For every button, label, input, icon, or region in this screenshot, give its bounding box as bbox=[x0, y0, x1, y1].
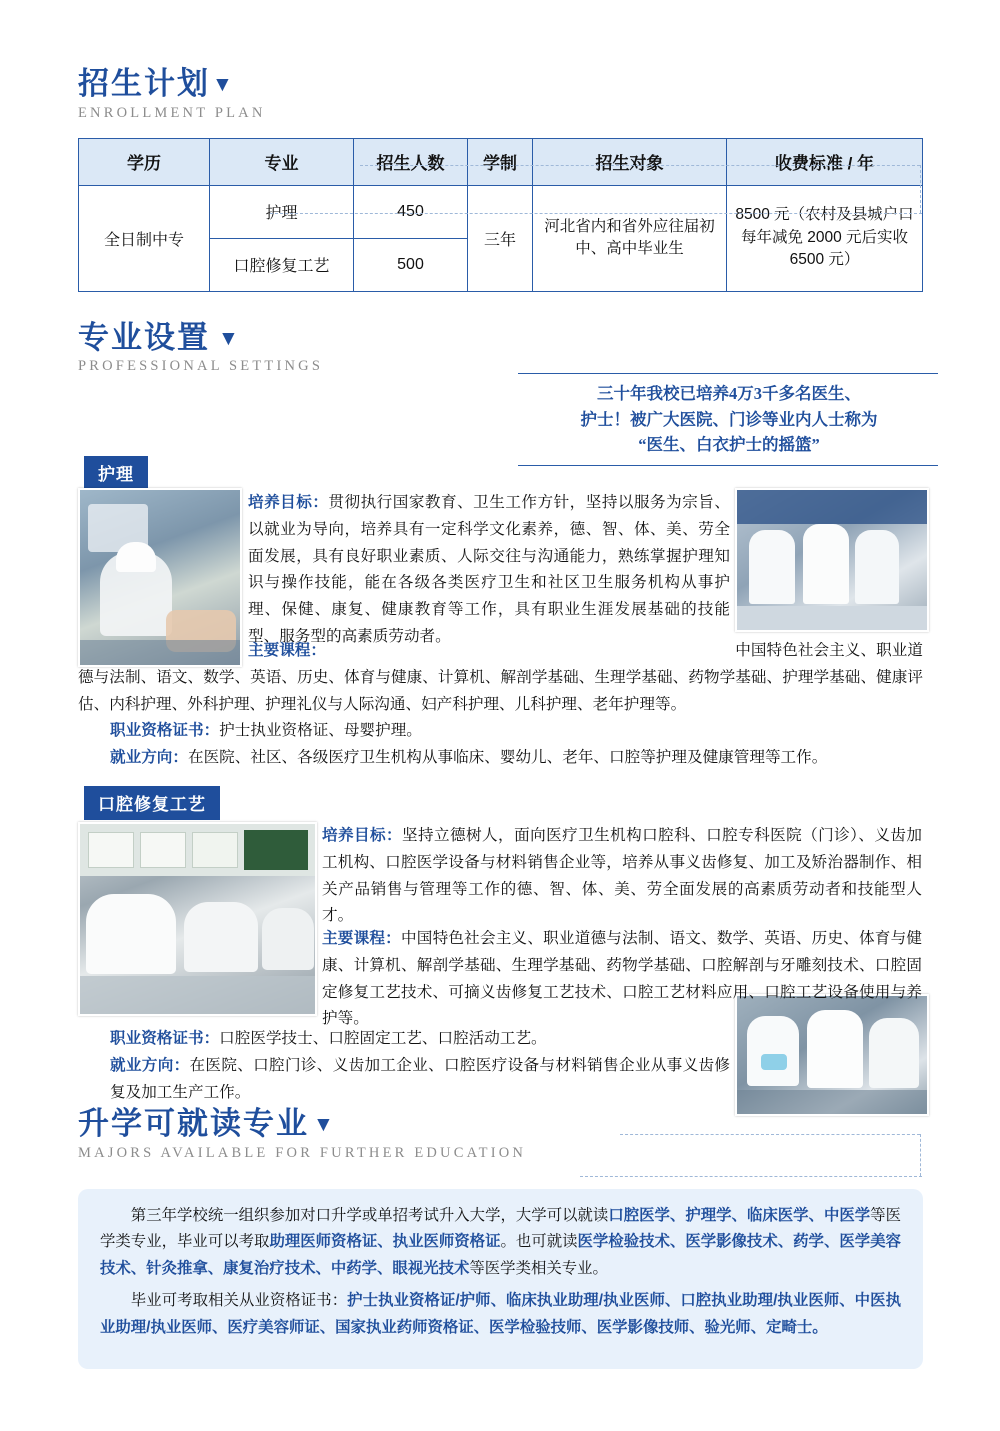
dental-job-label: 就业方向： bbox=[110, 1057, 190, 1074]
divider-enrollment-bottom bbox=[270, 213, 922, 214]
quote-line-3: “医生、白衣护士的摇篮” bbox=[638, 435, 820, 455]
professional-title-cn: 专业设置 bbox=[78, 319, 210, 355]
further-p1-certs: 助理医师资格证、执业医师资格证 bbox=[269, 1233, 501, 1251]
nursing-job-label: 就业方向： bbox=[110, 749, 188, 766]
nursing-cert-text: 护士执业资格证、母婴护理。 bbox=[219, 722, 422, 739]
further-p1-e: 。也可就读 bbox=[500, 1233, 578, 1251]
nursing-goal-label: 培养目标： bbox=[248, 494, 329, 511]
th-edu: 学历 bbox=[79, 138, 210, 185]
further-title-en: MAJORS AVAILABLE FOR FURTHER EDUCATION bbox=[78, 1144, 527, 1161]
further-education-box bbox=[78, 1189, 923, 1369]
dental-cert-paragraph bbox=[110, 1026, 922, 1053]
divider-enrollment-right bbox=[920, 165, 921, 213]
divider-further-right bbox=[920, 1134, 921, 1176]
further-p1-g: 等医学类相关专业。 bbox=[469, 1259, 608, 1277]
dental-cert-text: 口腔医学技士、口腔固定工艺、口腔活动工艺。 bbox=[219, 1030, 547, 1047]
nursing-course-label: 主要课程： bbox=[248, 642, 326, 659]
dental-cert-label: 职业资格证书： bbox=[110, 1030, 220, 1047]
quote-line-2: 护士！被广大医院、门诊等业内人士称为 bbox=[580, 409, 878, 429]
divider-enrollment-top bbox=[360, 165, 920, 166]
major-tag-nursing: 护理 bbox=[84, 456, 148, 490]
triangle-down-icon: ▼ bbox=[218, 326, 239, 350]
th-major: 专业 bbox=[210, 138, 354, 185]
cell-major-1: 护理 bbox=[210, 185, 354, 238]
brochure-page bbox=[0, 66, 1000, 1431]
further-paragraph-2 bbox=[100, 1288, 901, 1341]
major-tag-dental: 口腔修复工艺 bbox=[84, 786, 220, 820]
further-paragraph-1 bbox=[100, 1203, 901, 1282]
further-p1-a: 第三年学校统一组织参加对口升学或单招考试升入大学，大学可以就读 bbox=[130, 1207, 609, 1224]
quote-line-1: 三十年我校已培养4万3千多名医生、 bbox=[597, 384, 861, 403]
nursing-course-text: 中国特色社会主义、职业道德与法制、语文、数学、英语、历史、体育与健康、计算机、解剖学基础、生理学基础、药物学基础、护理学基础、健康评估、内科护理、外科护理、护理礼仪与人际沟通、妇产科护理、儿科护理、老年护理等。 bbox=[78, 642, 923, 713]
table-header-row bbox=[79, 138, 923, 185]
cell-count-2: 500 bbox=[354, 238, 468, 291]
school-quote-box bbox=[518, 373, 938, 466]
th-fee: 收费标准 / 年 bbox=[727, 138, 923, 185]
dental-goal-label: 培养目标： bbox=[322, 827, 403, 844]
nursing-cert-paragraph bbox=[110, 718, 922, 745]
nursing-cert-label: 职业资格证书： bbox=[110, 722, 220, 739]
divider-further-bottom bbox=[580, 1176, 922, 1177]
nursing-goal-text: 贯彻执行国家教育、卫生工作方针，坚持以服务为宗旨、以就业为导向，培养具有一定科学文化素养，德、智、体、美、劳全面发展，具有良好职业素质、人际交往与沟通能力，熟练掌握护理知识与操作技能，能在各级各类医疗卫生和社区卫生服务机构从事护理、保健、康复、健康教育等工作，具有职业生涯发展基础的技能型、服务型的高素质劳动者。 bbox=[248, 494, 730, 646]
further-p1-more-majors: 医学检验技术、医学影像技术、药学、医学美容技术、针灸推拿、康复治疗技术、中药学、眼视光技术 bbox=[100, 1233, 901, 1277]
cell-count-1: 450 bbox=[354, 185, 468, 238]
major-tag-dental-wrap bbox=[84, 786, 220, 820]
major-tag-nursing-wrap bbox=[84, 456, 148, 490]
dental-course-paragraph bbox=[322, 926, 922, 1033]
cell-system: 三年 bbox=[468, 185, 533, 291]
further-p1-majors: 口腔医学、护理学、临床医学、中医学 bbox=[608, 1207, 871, 1224]
professional-title-en: PROFESSIONAL SETTINGS bbox=[78, 358, 324, 375]
further-p2-a: 毕业可考取相关从业资格证书： bbox=[130, 1292, 348, 1310]
section-enrollment-heading bbox=[78, 66, 1000, 122]
further-p1-c: 等医学类专业，毕业可以考取 bbox=[100, 1207, 901, 1251]
enrollment-title-en: ENROLLMENT PLAN bbox=[78, 104, 266, 121]
nursing-job-paragraph bbox=[110, 745, 922, 772]
nursing-goal-paragraph bbox=[248, 490, 730, 651]
nursing-classroom-photo bbox=[735, 488, 929, 632]
dental-goal-text: 坚持立德树人，面向医疗卫生机构口腔科、口腔专科医院（门诊）、义齿加工机构、口腔医学设备与材料销售企业等，培养从事义齿修复、加工及矫治器制作、相关产品销售与管理等工作的德、智、体、美、劳全面发展的高素质劳动者和技能型人才。 bbox=[322, 827, 922, 925]
dental-course-text: 中国特色社会主义、职业道德与法制、语文、数学、英语、历史、体育与健康、计算机、解剖学基础、生理学基础、药物学基础、口腔解剖与牙雕刻技术、口腔固定修复工艺技术、可摘义齿修复工艺技术、口腔工艺材料应用、口腔工艺设备使用与养护等。 bbox=[322, 930, 922, 1028]
cell-target: 河北省内和省外应往届初中、高中毕业生 bbox=[533, 185, 727, 291]
triangle-down-icon: ▼ bbox=[313, 1113, 334, 1136]
nursing-job-text: 在医院、社区、各级医疗卫生机构从事临床、婴幼儿、老年、口腔等护理及健康管理等工作。 bbox=[187, 749, 828, 766]
dental-course-label: 主要课程： bbox=[322, 930, 401, 947]
dental-goal-paragraph bbox=[322, 823, 922, 930]
dental-job-text: 在医院、口腔门诊、义齿加工企业、口腔医疗设备与材料销售企业从事义齿修复及加工生产工作。 bbox=[110, 1057, 730, 1101]
divider-further-top bbox=[620, 1134, 920, 1135]
cell-major-2: 口腔修复工艺 bbox=[210, 238, 354, 291]
section-further-heading bbox=[78, 1106, 526, 1162]
further-title-cn: 升学可就读专业 bbox=[78, 1106, 309, 1141]
th-target: 招生对象 bbox=[533, 138, 727, 185]
dental-lab-photo bbox=[78, 822, 317, 1016]
section-professional-heading bbox=[78, 320, 1000, 376]
cell-edu-level: 全日制中专 bbox=[79, 185, 210, 291]
nursing-course-paragraph bbox=[78, 638, 923, 718]
th-system: 学制 bbox=[468, 138, 533, 185]
triangle-down-icon: ▼ bbox=[212, 73, 233, 96]
enrollment-title-cn: 招生计划 bbox=[78, 66, 210, 101]
dental-job-paragraph bbox=[110, 1053, 730, 1107]
cell-fee: 8500 元（农村及县城户口每年减免 2000 元后实收 6500 元） bbox=[727, 185, 923, 291]
th-count: 招生人数 bbox=[354, 138, 468, 185]
enrollment-plan-table bbox=[78, 138, 923, 292]
further-p2-certs: 护士执业资格证/护师、临床执业助理/执业医师、口腔执业助理/执业医师、中医执业助理/执业医师、医疗美容师证、国家执业药师资格证、医学检验技师、医学影像技师、验光师、定畸士。 bbox=[100, 1292, 901, 1336]
table-row bbox=[79, 185, 923, 238]
